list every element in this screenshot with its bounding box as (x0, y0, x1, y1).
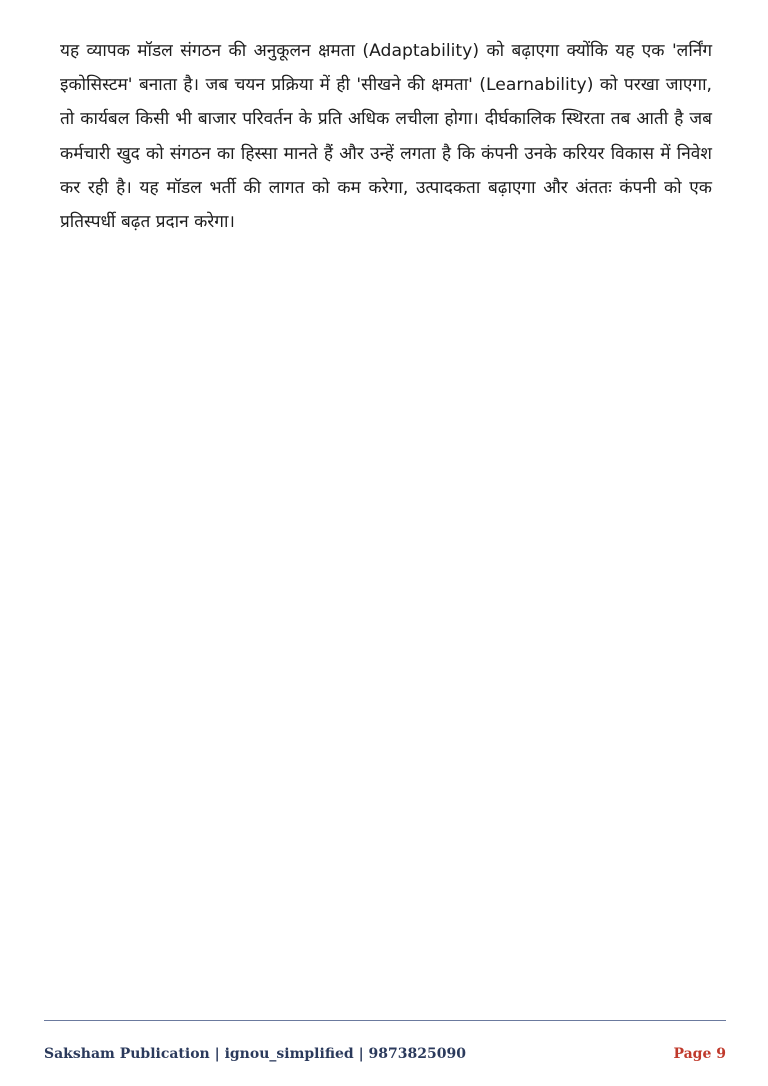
body-paragraph: यह व्यापक मॉडल संगठन की अनुकूलन क्षमता (Adaptability) को बढ़ाएगा क्योंकि यह एक 'लर्निंग इकोसिस्टम' बनाता है। जब चयन प्रक्रिया में ही 'सीखने की क्षमता' (Learnability) को परखा जाएगा, तो कार्यबल किसी भी बाजार परिवर्तन के प्रति अधिक लचीला होगा। दीर्घकालिक स्थिरता तब आती है जब कर्मचारी खुद को संगठन का हिस्सा मानते हैं और उन्हें लगता है कि कंपनी उनके करियर विकास में निवेश कर रही है। यह मॉडल भर्ती की लागत को कम करेगा, उत्पादकता बढ़ाएगा और अंततः कंपनी को एक प्रतिस्पर्धी बढ़त प्रदान करेगा। (60, 41, 712, 233)
footer-divider (44, 1020, 726, 1021)
footer-publisher-info: Saksham Publication | ignou_simplified | 9873825090 (44, 1046, 466, 1062)
page-number: Page 9 (673, 1046, 726, 1062)
